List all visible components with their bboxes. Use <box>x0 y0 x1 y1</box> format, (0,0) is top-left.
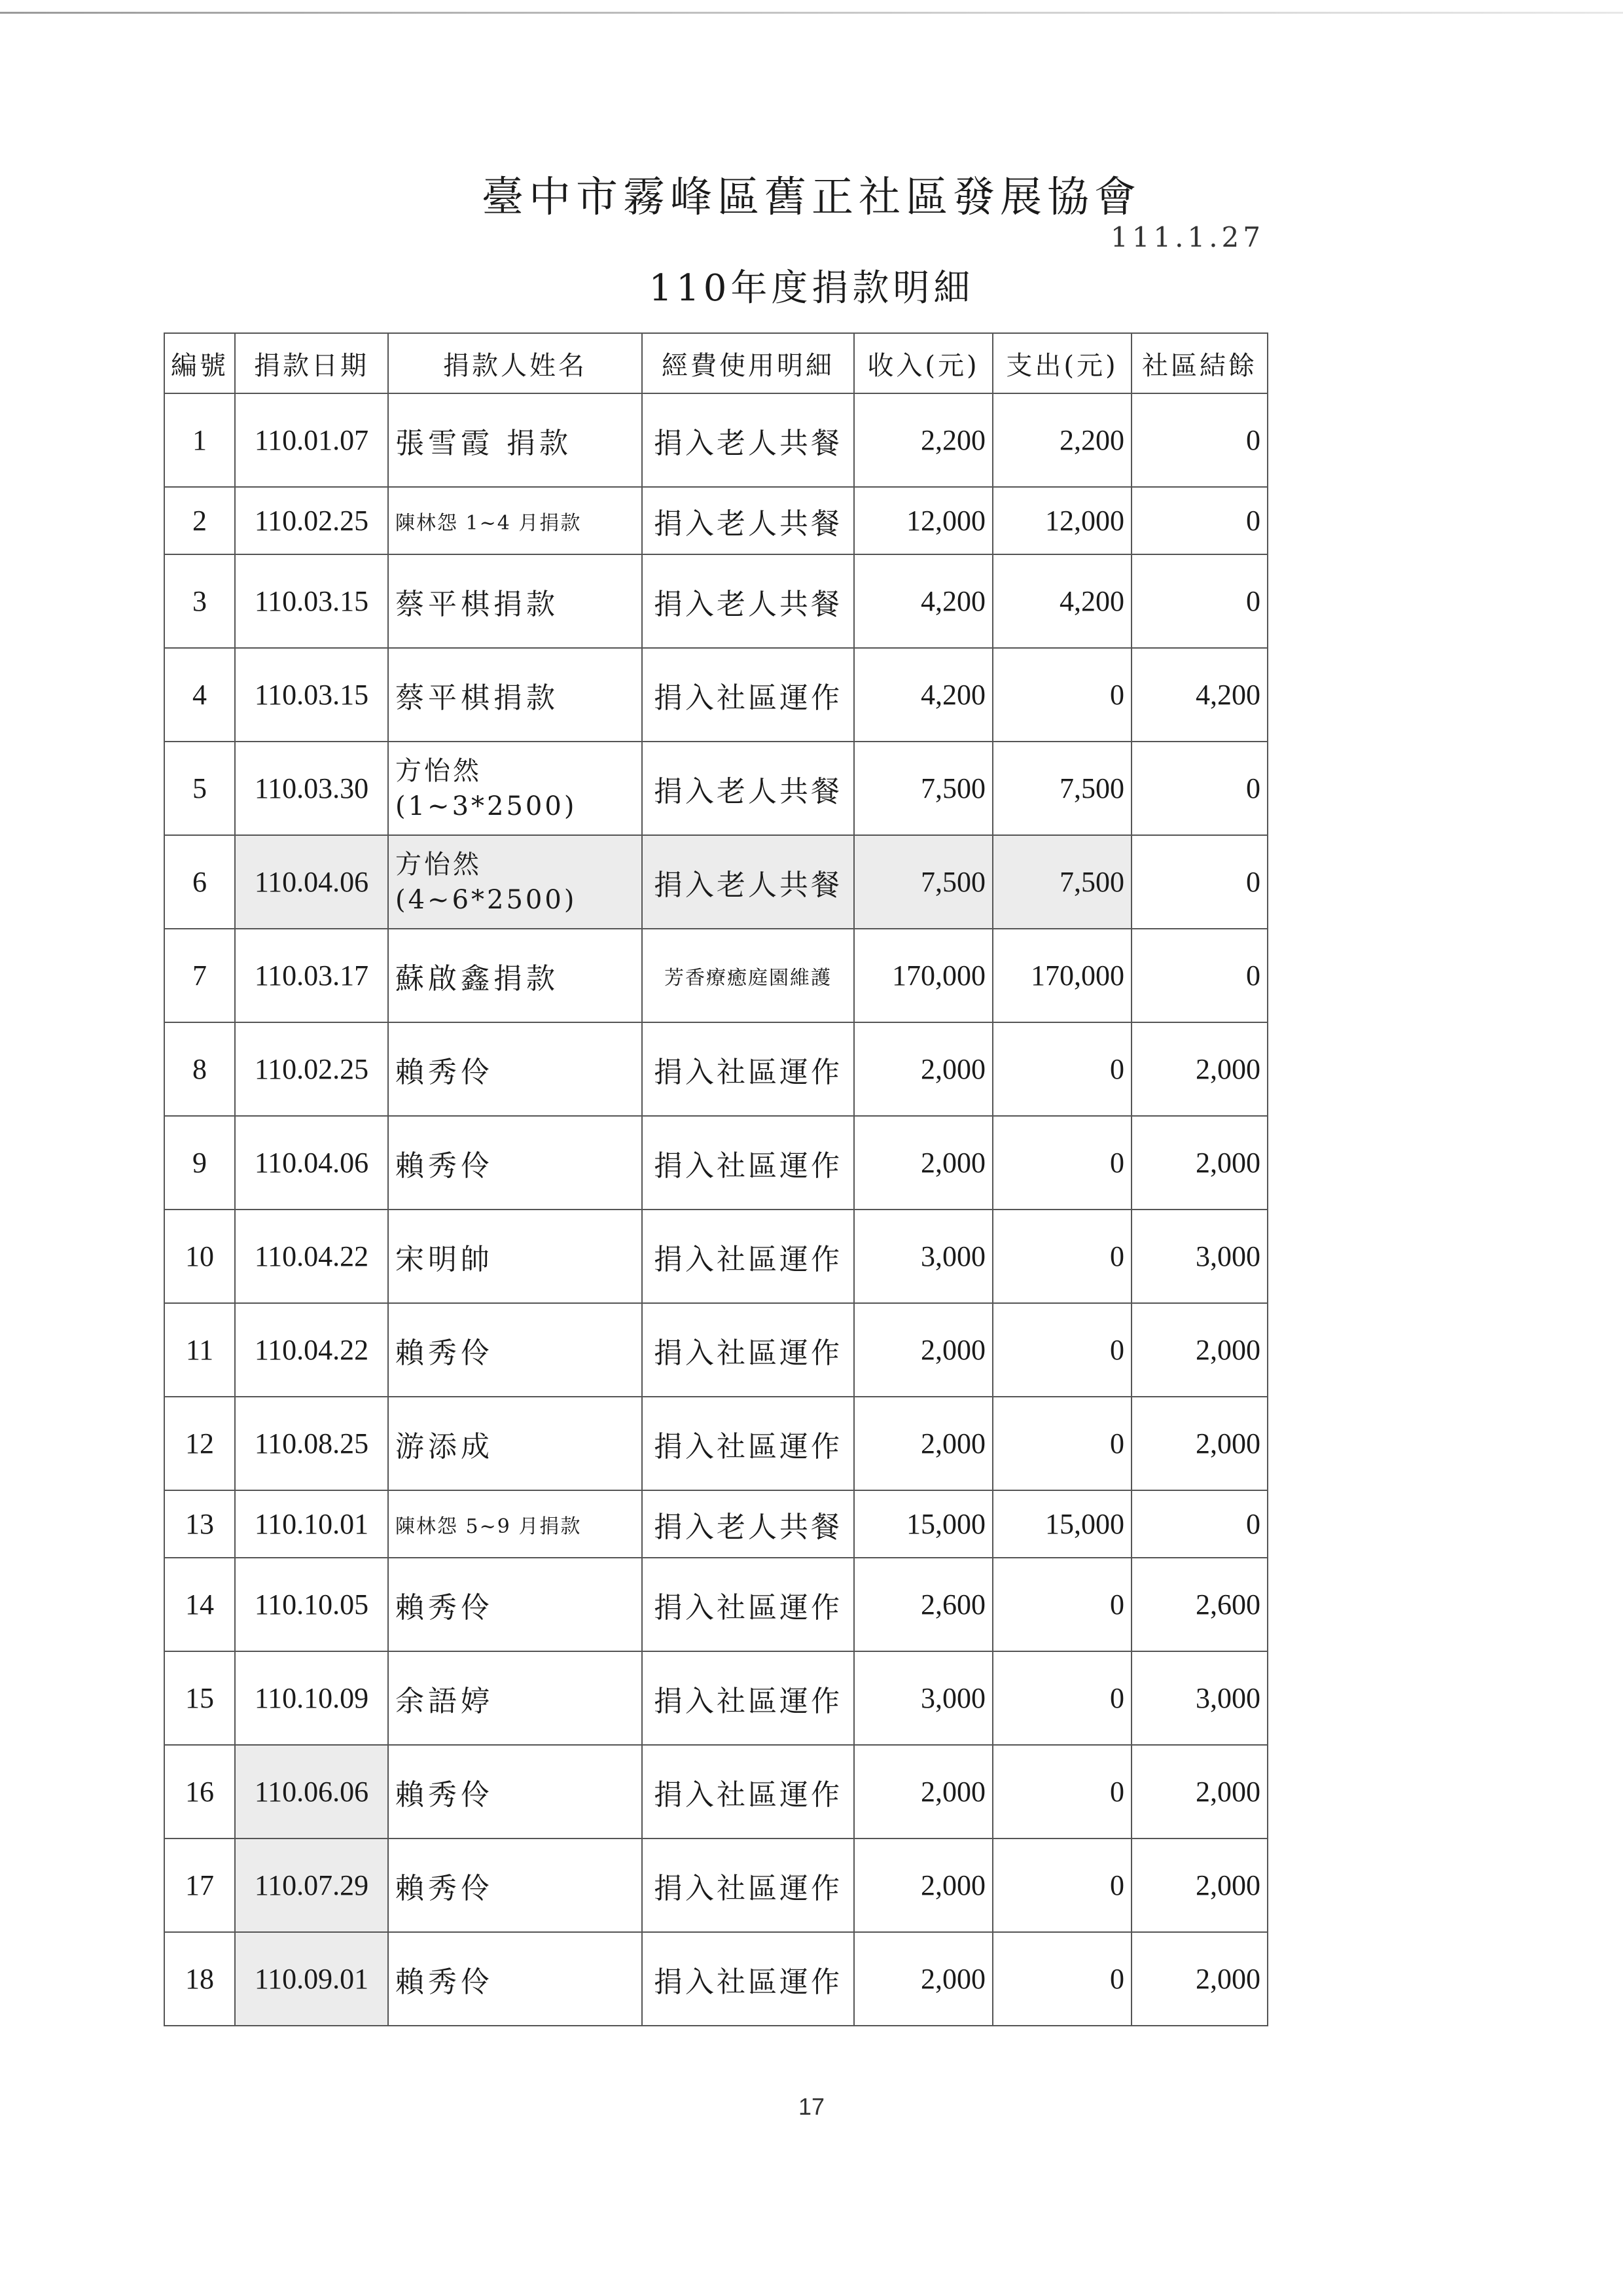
donation-date: 110.03.30 <box>235 742 388 835</box>
balance-amount: 0 <box>1132 393 1268 487</box>
table-row <box>164 1116 1268 1210</box>
fund-usage: 捐入社區運作 <box>642 1839 854 1932</box>
column-header-income: 收入(元) <box>854 333 993 393</box>
expense-amount: 7,500 <box>993 835 1132 929</box>
column-header-donor: 捐款人姓名 <box>388 333 642 393</box>
balance-amount: 3,000 <box>1132 1210 1268 1303</box>
donor-name: 陳林怨 5~9 月捐款 <box>388 1490 642 1558</box>
donor-name: 蘇啟鑫捐款 <box>388 929 642 1022</box>
table-row <box>164 742 1268 835</box>
fund-usage: 捐入老人共餐 <box>642 1490 854 1558</box>
fund-usage: 捐入社區運作 <box>642 1745 854 1839</box>
table-row <box>164 1397 1268 1490</box>
donor-name: 賴秀伶 <box>388 1839 642 1932</box>
balance-amount: 0 <box>1132 554 1268 648</box>
donor-name: 賴秀伶 <box>388 1022 642 1116</box>
donation-date: 110.03.15 <box>235 554 388 648</box>
balance-amount: 2,000 <box>1132 1022 1268 1116</box>
donation-date: 110.10.05 <box>235 1558 388 1651</box>
table-row <box>164 1558 1268 1651</box>
donation-date: 110.06.06 <box>235 1745 388 1839</box>
table-row <box>164 1932 1268 2026</box>
column-header-number: 編號 <box>164 333 235 393</box>
column-header-expense: 支出(元) <box>993 333 1132 393</box>
table-row <box>164 835 1268 929</box>
row-number: 4 <box>164 648 235 742</box>
expense-amount: 12,000 <box>993 487 1132 554</box>
table-row <box>164 554 1268 648</box>
row-number: 8 <box>164 1022 235 1116</box>
donor-name: 游添成 <box>388 1397 642 1490</box>
page-number: 17 <box>798 2093 825 2120</box>
row-number: 1 <box>164 393 235 487</box>
income-amount: 2,000 <box>854 1116 993 1210</box>
row-number: 5 <box>164 742 235 835</box>
income-amount: 2,000 <box>854 1397 993 1490</box>
fund-usage: 捐入老人共餐 <box>642 742 854 835</box>
balance-amount: 2,000 <box>1132 1303 1268 1397</box>
donation-date: 110.07.29 <box>235 1839 388 1932</box>
column-header-balance: 社區結餘 <box>1132 333 1268 393</box>
income-amount: 2,000 <box>854 1932 993 2026</box>
expense-amount: 2,200 <box>993 393 1132 487</box>
fund-usage: 捐入社區運作 <box>642 648 854 742</box>
table-row <box>164 1490 1268 1558</box>
table-row <box>164 929 1268 1022</box>
row-number: 17 <box>164 1839 235 1932</box>
donor-name: 蔡平棋捐款 <box>388 648 642 742</box>
income-amount: 2,000 <box>854 1839 993 1932</box>
column-header-date: 捐款日期 <box>235 333 388 393</box>
organization-title: 臺中市霧峰區舊正社區發展協會 <box>482 173 1141 222</box>
table-row <box>164 393 1268 487</box>
balance-amount: 2,000 <box>1132 1116 1268 1210</box>
row-number: 2 <box>164 487 235 554</box>
fund-usage: 捐入社區運作 <box>642 1022 854 1116</box>
row-number: 18 <box>164 1932 235 2026</box>
document-date: 111.1.27 <box>1110 221 1264 253</box>
fund-usage: 捐入老人共餐 <box>642 393 854 487</box>
donation-date: 110.03.17 <box>235 929 388 1022</box>
balance-amount: 2,000 <box>1132 1839 1268 1932</box>
balance-amount: 4,200 <box>1132 648 1268 742</box>
income-amount: 2,000 <box>854 1022 993 1116</box>
donation-date: 110.04.22 <box>235 1303 388 1397</box>
balance-amount: 0 <box>1132 1490 1268 1558</box>
expense-amount: 7,500 <box>993 742 1132 835</box>
table-row <box>164 1303 1268 1397</box>
balance-amount: 2,000 <box>1132 1932 1268 2026</box>
balance-amount: 0 <box>1132 929 1268 1022</box>
donation-date: 110.04.06 <box>235 835 388 929</box>
balance-amount: 2,600 <box>1132 1558 1268 1651</box>
row-number: 14 <box>164 1558 235 1651</box>
table-row <box>164 648 1268 742</box>
expense-amount: 170,000 <box>993 929 1132 1022</box>
income-amount: 4,200 <box>854 554 993 648</box>
table-row <box>164 1839 1268 1932</box>
income-amount: 7,500 <box>854 835 993 929</box>
table-row <box>164 1210 1268 1303</box>
donor-name: 賴秀伶 <box>388 1116 642 1210</box>
balance-amount: 3,000 <box>1132 1651 1268 1745</box>
fund-usage: 捐入社區運作 <box>642 1303 854 1397</box>
donation-date: 110.09.01 <box>235 1932 388 2026</box>
donation-date: 110.01.07 <box>235 393 388 487</box>
donation-date: 110.02.25 <box>235 487 388 554</box>
fund-usage: 捐入社區運作 <box>642 1558 854 1651</box>
expense-amount: 0 <box>993 1210 1132 1303</box>
table-row <box>164 1745 1268 1839</box>
table-row <box>164 1022 1268 1116</box>
balance-amount: 2,000 <box>1132 1745 1268 1839</box>
income-amount: 2,000 <box>854 1303 993 1397</box>
income-amount: 3,000 <box>854 1651 993 1745</box>
income-amount: 12,000 <box>854 487 993 554</box>
expense-amount: 0 <box>993 1745 1132 1839</box>
balance-amount: 0 <box>1132 835 1268 929</box>
row-number: 16 <box>164 1745 235 1839</box>
fund-usage: 捐入老人共餐 <box>642 554 854 648</box>
table-header-row <box>164 333 1268 393</box>
donor-name: 陳林怨 1~4 月捐款 <box>388 487 642 554</box>
donor-name: 賴秀伶 <box>388 1558 642 1651</box>
expense-amount: 4,200 <box>993 554 1132 648</box>
column-header-usage: 經費使用明細 <box>642 333 854 393</box>
donation-date: 110.04.22 <box>235 1210 388 1303</box>
scan-edge-line <box>0 12 1623 14</box>
expense-amount: 0 <box>993 1839 1132 1932</box>
donor-name: 蔡平棋捐款 <box>388 554 642 648</box>
table-row <box>164 1651 1268 1745</box>
row-number: 11 <box>164 1303 235 1397</box>
fund-usage: 捐入社區運作 <box>642 1932 854 2026</box>
donor-name: 余語婷 <box>388 1651 642 1745</box>
balance-amount: 2,000 <box>1132 1397 1268 1490</box>
expense-amount: 0 <box>993 648 1132 742</box>
fund-usage: 捐入社區運作 <box>642 1116 854 1210</box>
report-subtitle: 110年度捐款明細 <box>649 267 974 310</box>
donor-name: 方怡然 (1~3*2500) <box>388 742 642 835</box>
row-number: 9 <box>164 1116 235 1210</box>
row-number: 12 <box>164 1397 235 1490</box>
donor-name: 宋明帥 <box>388 1210 642 1303</box>
donation-date: 110.03.15 <box>235 648 388 742</box>
expense-amount: 0 <box>993 1397 1132 1490</box>
row-number: 13 <box>164 1490 235 1558</box>
donation-date: 110.08.25 <box>235 1397 388 1490</box>
donation-table <box>164 332 1268 2026</box>
donor-name: 賴秀伶 <box>388 1303 642 1397</box>
income-amount: 15,000 <box>854 1490 993 1558</box>
donor-name: 賴秀伶 <box>388 1932 642 2026</box>
expense-amount: 0 <box>993 1116 1132 1210</box>
donor-name: 賴秀伶 <box>388 1745 642 1839</box>
expense-amount: 0 <box>993 1022 1132 1116</box>
donation-date: 110.02.25 <box>235 1022 388 1116</box>
balance-amount: 0 <box>1132 742 1268 835</box>
expense-amount: 0 <box>993 1558 1132 1651</box>
expense-amount: 0 <box>993 1303 1132 1397</box>
row-number: 10 <box>164 1210 235 1303</box>
income-amount: 2,000 <box>854 1745 993 1839</box>
fund-usage: 捐入社區運作 <box>642 1397 854 1490</box>
donation-date: 110.04.06 <box>235 1116 388 1210</box>
expense-amount: 0 <box>993 1651 1132 1745</box>
fund-usage: 捐入老人共餐 <box>642 835 854 929</box>
row-number: 15 <box>164 1651 235 1745</box>
row-number: 3 <box>164 554 235 648</box>
expense-amount: 0 <box>993 1932 1132 2026</box>
income-amount: 2,200 <box>854 393 993 487</box>
donor-name: 張雪霞 捐款 <box>388 393 642 487</box>
fund-usage: 芳香療癒庭園維護 <box>642 929 854 1022</box>
fund-usage: 捐入社區運作 <box>642 1210 854 1303</box>
expense-amount: 15,000 <box>993 1490 1132 1558</box>
row-number: 6 <box>164 835 235 929</box>
income-amount: 4,200 <box>854 648 993 742</box>
donor-name: 方怡然 (4~6*2500) <box>388 835 642 929</box>
fund-usage: 捐入社區運作 <box>642 1651 854 1745</box>
donation-date: 110.10.01 <box>235 1490 388 1558</box>
income-amount: 3,000 <box>854 1210 993 1303</box>
income-amount: 170,000 <box>854 929 993 1022</box>
donation-date: 110.10.09 <box>235 1651 388 1745</box>
table-row <box>164 487 1268 554</box>
row-number: 7 <box>164 929 235 1022</box>
balance-amount: 0 <box>1132 487 1268 554</box>
income-amount: 2,600 <box>854 1558 993 1651</box>
fund-usage: 捐入老人共餐 <box>642 487 854 554</box>
income-amount: 7,500 <box>854 742 993 835</box>
